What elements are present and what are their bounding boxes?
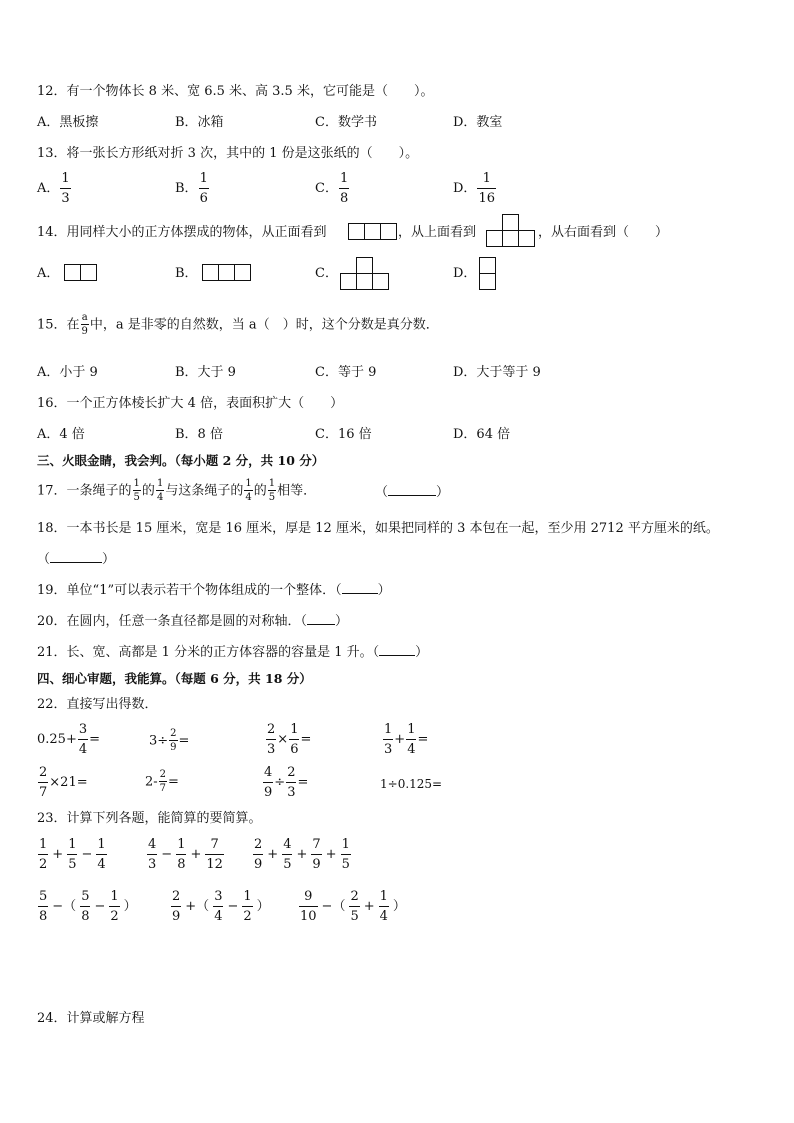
answer-line[interactable]: [307, 624, 335, 625]
fraction: [38, 890, 48, 923]
numerator: 2: [254, 837, 263, 852]
equals: =: [297, 775, 309, 790]
denominator: 10: [299, 906, 318, 923]
denominator: 4: [156, 492, 164, 503]
numerator: 1: [379, 889, 388, 904]
fraction: [282, 838, 292, 871]
denominator: 9: [171, 906, 181, 923]
numerator: 3: [214, 889, 223, 904]
fraction: [205, 838, 224, 871]
denominator: 8: [339, 188, 349, 205]
denominator: 9: [311, 854, 321, 871]
q12-text: 12．有一个物体长 8 米、宽 6.5 米、高 3.5 米，它可能是（ ）。: [37, 84, 434, 99]
q23-expr-6: [298, 890, 409, 923]
denominator: 5: [268, 492, 276, 503]
denominator: 4: [406, 739, 416, 756]
numerator: 5: [81, 889, 90, 904]
numerator: 1: [482, 171, 491, 186]
numerator: 1: [39, 837, 48, 852]
denominator: 4: [96, 854, 106, 871]
numerator: 1: [290, 722, 299, 737]
answer-line[interactable]: [388, 495, 436, 496]
q14-option-b-label[interactable]: B．: [175, 266, 198, 281]
numerator: 7: [312, 837, 321, 852]
denominator: 16: [477, 188, 496, 205]
q22-title: 22．直接写出得数．: [37, 697, 158, 712]
operator: ）: [256, 899, 270, 914]
q15-option-c[interactable]: C．等于 9: [315, 365, 377, 380]
paren-right: ）: [377, 583, 391, 598]
fraction: [67, 838, 77, 871]
q12-option-c[interactable]: C．数学书: [315, 115, 377, 130]
fraction: [341, 838, 351, 871]
denominator: 5: [133, 492, 140, 503]
fraction: [311, 838, 321, 871]
fraction: [171, 890, 181, 923]
q14-text-part1: 14．用同样大小的正方体摆成的物体，从正面看到: [37, 225, 327, 240]
q18-text: 18．一本书长是 15 厘米，宽是 16 厘米，厚是 12 厘米，如果把同样的 3 本包在一起，至少用 2712 平方厘米的纸。: [37, 521, 719, 536]
denominator: 5: [282, 854, 292, 871]
paren-right: ）: [102, 552, 116, 567]
fraction: [242, 890, 252, 923]
paren-right: ）: [335, 614, 349, 629]
fraction: [133, 479, 141, 503]
q22-expr-3: [265, 723, 311, 756]
denominator: 9: [263, 782, 273, 799]
answer-line[interactable]: [379, 655, 415, 656]
paren-right: ）: [415, 645, 429, 660]
denominator: 7: [159, 783, 167, 794]
fraction: [169, 729, 177, 753]
denominator: 8: [176, 854, 186, 871]
numerator: 2: [170, 728, 177, 739]
denominator: 2: [109, 906, 119, 923]
numerator: a: [81, 312, 88, 323]
operator: ×: [277, 732, 289, 747]
q22-expr-2: [149, 729, 189, 753]
q17-part: 的: [141, 483, 155, 499]
fraction-a-over-9: [81, 313, 89, 337]
fraction: [199, 172, 209, 205]
q16-option-b[interactable]: B．8 倍: [175, 427, 223, 442]
q24-title: 24．计算或解方程: [37, 1011, 145, 1026]
q13-option-c[interactable]: [315, 172, 350, 205]
numerator: 2: [267, 722, 276, 737]
operator: ）: [392, 899, 406, 914]
q15-option-d[interactable]: D．大于等于 9: [453, 365, 541, 380]
q18-answer-blank[interactable]: [37, 553, 115, 566]
numerator: 1: [156, 478, 164, 489]
operator: +: [296, 847, 308, 862]
q13-option-b[interactable]: [175, 172, 210, 205]
q20-statement: 20．在圆内，任意一条直径都是圆的对称轴．（: [37, 614, 308, 629]
fraction: [176, 838, 186, 871]
expr-part: 0.25+: [37, 732, 77, 747]
numerator: 4: [264, 765, 273, 780]
q15-suffix: 中，a 是非零的自然数，当 a（ ）时，这个分数是真分数．: [89, 317, 439, 333]
denominator: 3: [286, 782, 296, 799]
option-label: B．: [175, 181, 198, 196]
operator: −（: [321, 899, 346, 914]
option-label: D．: [453, 181, 477, 196]
q17-part: 的: [253, 483, 267, 499]
q20-text: [37, 615, 348, 628]
denominator: 5: [341, 854, 351, 871]
denominator: 6: [289, 739, 299, 756]
operator: −: [161, 847, 173, 862]
denominator: 5: [67, 854, 77, 871]
operator: +: [394, 732, 406, 747]
denominator: 4: [78, 739, 88, 756]
paren-right: ）: [436, 485, 450, 500]
fraction: [109, 890, 119, 923]
denominator: 5: [349, 906, 359, 923]
denominator: 12: [205, 854, 224, 871]
numerator: 4: [283, 837, 292, 852]
fraction: [406, 723, 416, 756]
denominator: 7: [38, 782, 48, 799]
q21-text: [37, 646, 428, 659]
numerator: 2: [159, 769, 167, 780]
operator: −: [94, 899, 106, 914]
denominator: 4: [379, 906, 389, 923]
q13-option-a[interactable]: [37, 172, 72, 205]
denominator: 8: [80, 906, 90, 923]
operator: −: [81, 847, 93, 862]
fraction: [60, 172, 70, 205]
numerator: 9: [304, 889, 313, 904]
numerator: 1: [341, 837, 350, 852]
q14-text-part2: ，从上面看到: [398, 225, 477, 240]
numerator: 1: [339, 171, 349, 186]
option-label: C．: [315, 181, 338, 196]
q23-expr-4: [37, 890, 140, 923]
fraction: [286, 766, 296, 799]
equals: =: [300, 732, 312, 747]
q22-expr-7: [262, 766, 308, 799]
answer-line[interactable]: [50, 562, 102, 563]
equals: =: [417, 732, 429, 747]
operator: ÷: [274, 775, 286, 790]
q17-part: 相等．: [277, 483, 317, 499]
denominator: 4: [245, 492, 252, 503]
q22-expr-5: [37, 766, 88, 799]
fraction: [299, 890, 318, 923]
fraction: [289, 723, 299, 756]
paren-left: （: [375, 485, 389, 500]
numerator: 2: [287, 765, 296, 780]
answer-line[interactable]: [342, 593, 378, 594]
q15-option-b[interactable]: B．大于 9: [175, 365, 236, 380]
fraction: [213, 890, 223, 923]
q23-title: 23．计算下列各题，能简算的要简算。: [37, 811, 262, 826]
operator: +: [52, 847, 64, 862]
q12-option-a[interactable]: A．黑板擦: [37, 115, 99, 130]
denominator: 9: [170, 742, 177, 753]
fraction: [156, 479, 164, 503]
numerator: 1: [110, 889, 119, 904]
denominator: 3: [266, 739, 276, 756]
fraction: [96, 838, 106, 871]
operator: −: [227, 899, 239, 914]
fraction: [38, 766, 48, 799]
q22-expr-6: [145, 770, 179, 794]
q16-option-d[interactable]: D．64 倍: [453, 427, 511, 442]
fraction: [147, 838, 157, 871]
q22-expr-1: [37, 723, 100, 756]
fraction: [263, 766, 273, 799]
equals: =: [178, 733, 190, 749]
numerator: 1: [245, 478, 252, 489]
operator: +: [325, 847, 337, 862]
q13-text: 13．将一张长方形纸对折 3 次，其中的 1 份是这张纸的（ ）。: [37, 146, 419, 161]
q17-answer-blank[interactable]: [375, 486, 449, 499]
operator: +: [190, 847, 202, 862]
fraction: [253, 838, 263, 871]
q23-expr-5: [170, 890, 273, 923]
numerator: 7: [210, 837, 219, 852]
fraction: [266, 723, 276, 756]
paren-left: （: [37, 552, 51, 567]
option-label: A．: [37, 181, 60, 196]
q13-option-d[interactable]: [453, 172, 497, 205]
equals: =: [89, 732, 101, 747]
expr-part: 3÷: [149, 733, 169, 749]
denominator: 2: [38, 854, 48, 871]
q12-option-d[interactable]: D．教室: [453, 115, 503, 130]
q16-text: 16．一个正方体棱长扩大 4 倍，表面积扩大（ ）: [37, 396, 344, 411]
q16-option-a[interactable]: A．4 倍: [37, 427, 85, 442]
denominator: 2: [242, 906, 252, 923]
q19-statement: 19．单位“1”可以表示若干个物体组成的一个整体．（: [37, 583, 342, 598]
numerator: 2: [350, 889, 359, 904]
q14-text-part3: ，从右面看到（ ）: [538, 225, 669, 240]
q17-text: [37, 479, 316, 503]
q15-option-a[interactable]: A．小于 9: [37, 365, 98, 380]
q16-option-c[interactable]: C．16 倍: [315, 427, 372, 442]
numerator: 1: [268, 478, 276, 489]
operator: ）: [123, 899, 137, 914]
q22-expr-8: 1÷0.125=: [380, 777, 443, 791]
expr-part: 2-: [145, 774, 158, 790]
q17-part: 17．一条绳子的: [37, 483, 132, 499]
numerator: 3: [78, 722, 88, 737]
denominator: 4: [213, 906, 223, 923]
fraction: [383, 723, 393, 756]
equals: =: [168, 774, 179, 790]
denominator: 3: [60, 188, 70, 205]
q17-part: 与这条绳子的: [165, 483, 244, 499]
q12-option-b[interactable]: B．冰箱: [175, 115, 224, 130]
operator: +（: [185, 899, 210, 914]
denominator: 3: [147, 854, 157, 871]
section-4-heading: 四、细心审题，我能算。（每题 6 分，共 18 分）: [37, 671, 312, 686]
numerator: 1: [384, 722, 393, 737]
denominator: 3: [383, 739, 393, 756]
q22-expr-4: [382, 723, 428, 756]
numerator: 2: [39, 765, 48, 780]
fraction: [339, 172, 349, 205]
fraction: [477, 172, 496, 205]
q23-expr-3: [252, 838, 352, 871]
fraction: [80, 890, 90, 923]
q21-statement: 21．长、宽、高都是 1 分米的正方体容器的容量是 1 升。（: [37, 645, 380, 660]
numerator: 1: [61, 171, 70, 186]
numerator: 5: [39, 889, 48, 904]
numerator: 2: [172, 889, 181, 904]
fraction: [38, 838, 48, 871]
fraction: [379, 890, 389, 923]
numerator: 1: [133, 478, 140, 489]
q14-option-d-label[interactable]: D．: [453, 266, 477, 281]
denominator: 8: [38, 906, 48, 923]
fraction: [268, 479, 276, 503]
q15-prefix: 15．在: [37, 317, 80, 333]
denominator: 6: [199, 188, 209, 205]
fraction: [78, 723, 88, 756]
operator: +: [363, 899, 375, 914]
q23-expr-2: [146, 838, 225, 871]
numerator: 1: [177, 837, 186, 852]
q15-text: [37, 313, 439, 337]
numerator: 4: [148, 837, 157, 852]
expr-part: ×21=: [49, 775, 88, 790]
q14-option-a-label[interactable]: A．: [37, 266, 60, 281]
numerator: 1: [243, 889, 252, 904]
operator: +: [267, 847, 279, 862]
denominator: 9: [253, 854, 263, 871]
fraction: [244, 479, 252, 503]
q19-text: [37, 584, 391, 597]
numerator: 1: [97, 837, 106, 852]
operator: −（: [52, 899, 77, 914]
numerator: 1: [407, 722, 416, 737]
q14-option-c-label[interactable]: C．: [315, 266, 338, 281]
fraction: [159, 770, 167, 794]
section-3-heading: 三、火眼金睛，我会判。（每小题 2 分，共 10 分）: [37, 453, 325, 468]
q23-expr-1: [37, 838, 108, 871]
fraction: [349, 890, 359, 923]
numerator: 1: [68, 837, 77, 852]
denominator: 9: [81, 326, 88, 337]
numerator: 1: [199, 171, 208, 186]
